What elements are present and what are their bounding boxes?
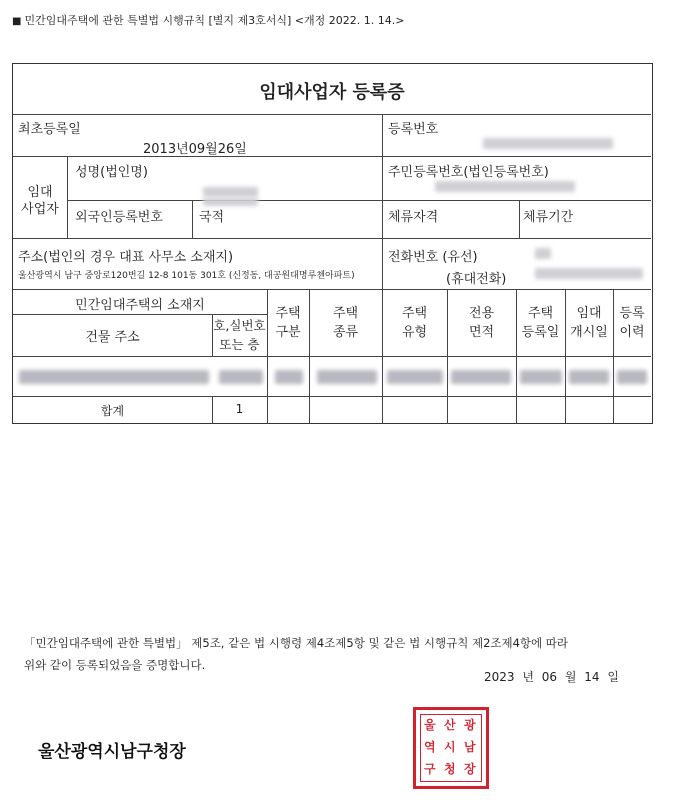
housing-division-header [267, 304, 309, 342]
unit-header-line2: 또는 층 [219, 337, 260, 352]
divider [13, 314, 267, 315]
divider [67, 200, 651, 201]
housing-regdate-redacted [520, 370, 562, 384]
square-icon: ■ [12, 16, 22, 27]
issue-date: 2023 년 06 월 14 일 [484, 670, 619, 684]
official-seal-icon: 울 산 광 역 시 남 구 청 장 [413, 707, 489, 789]
housing-division-line1: 주택 [275, 306, 301, 321]
issuer-name: 울산광역시남구청장 [38, 742, 186, 762]
exclusive-area-line2: 면적 [468, 325, 495, 340]
reg-history-line1: 등록 [619, 306, 645, 321]
divider [13, 289, 651, 290]
housing-type-header [382, 304, 447, 342]
location-header: 민간임대주택의 소재지 [75, 298, 205, 313]
registration-certificate-form [12, 63, 653, 424]
building-address-header: 건물 주소 [85, 330, 140, 345]
name-redacted [203, 187, 258, 197]
unit-header-line1: 호,실번호 [213, 318, 266, 333]
phone-mobile-label: (휴대전화) [446, 272, 507, 287]
resident-number-label: 주민등록번호(법인등록번호) [388, 165, 549, 180]
housing-type-redacted [387, 370, 443, 384]
housing-kind-line2: 종류 [332, 325, 359, 340]
divider [13, 396, 651, 397]
lessor-label [13, 184, 67, 218]
reg-history-line2: 이력 [619, 325, 645, 340]
divider [192, 200, 193, 238]
total-label: 합계 [100, 404, 125, 418]
nationality-redacted [203, 198, 258, 206]
reg-history-redacted [617, 370, 647, 384]
phone-landline-redacted [535, 248, 551, 259]
lessor-label-line2: 사업자 [21, 202, 59, 217]
nationality-label: 국적 [199, 210, 225, 225]
lease-start-redacted [569, 370, 609, 384]
phone-mobile-redacted [535, 268, 643, 279]
housing-kind-line1: 주택 [332, 306, 359, 321]
foreigner-number-label: 외국인등록번호 [75, 210, 163, 225]
form-header [12, 12, 404, 28]
total-value: 1 [235, 402, 244, 416]
reg-history-header [613, 304, 651, 342]
residence-period-label: 체류기간 [523, 210, 574, 225]
housing-division-line2: 구분 [275, 325, 301, 340]
lease-start-header [565, 304, 613, 342]
divider [13, 156, 651, 157]
lessor-label-line1: 임대 [27, 185, 53, 200]
certification-line2: 위와 같이 등록되었음을 증명합니다. [24, 658, 206, 672]
housing-kind-header [309, 304, 382, 342]
housing-type-line1: 주택 [401, 306, 428, 321]
housing-regdate-line2: 등록일 [521, 325, 560, 340]
divider [519, 200, 520, 238]
form-title: 임대사업자 등록증 [259, 82, 405, 103]
first-registration-date-value: 2013년09월26일 [143, 142, 247, 157]
housing-kind-redacted [317, 370, 377, 384]
lease-start-line1: 임대 [576, 306, 602, 321]
residence-status-label: 체류자격 [388, 210, 439, 225]
first-registration-date-label: 최초등록일 [18, 122, 81, 137]
exclusive-area-line1: 전용 [468, 306, 495, 321]
unit-header [212, 316, 267, 354]
exclusive-area-redacted [451, 370, 511, 384]
divider [13, 356, 651, 357]
form-header-text: 민간임대주택에 관한 특별법 시행규칙 [별지 제3호서식] <개정 2022. 1. 14.> [24, 14, 405, 27]
unit-redacted [219, 370, 263, 384]
registration-number-label: 등록번호 [388, 122, 439, 137]
building-address-redacted [19, 370, 209, 384]
certification-line1: 「민간임대주택에 관한 특별법」 제5조, 같은 법 시행령 제4조제5항 및 같은 법 시행규칙 제2조제4항에 따라 [24, 636, 569, 650]
housing-regdate-line1: 주택 [527, 306, 554, 321]
housing-type-line2: 유형 [401, 325, 428, 340]
phone-landline-label: 전화번호 (유선) [388, 250, 478, 265]
divider [382, 114, 383, 289]
housing-division-redacted [275, 370, 303, 384]
exclusive-area-header [447, 304, 516, 342]
address-value: 울산광역시 남구 중앙로120번길 12-8 101동 301호 (신정동, 대공원대명루첸아파트) [18, 271, 355, 281]
address-label: 주소(법인의 경우 대표 사무소 소재지) [18, 250, 234, 265]
registration-number-redacted [483, 138, 613, 149]
resident-number-redacted [435, 181, 575, 192]
name-label: 성명(법인명) [75, 165, 148, 180]
divider [13, 114, 651, 115]
housing-regdate-header [516, 304, 565, 342]
lease-start-line2: 개시일 [570, 325, 608, 340]
divider [13, 238, 651, 239]
divider [67, 156, 68, 238]
